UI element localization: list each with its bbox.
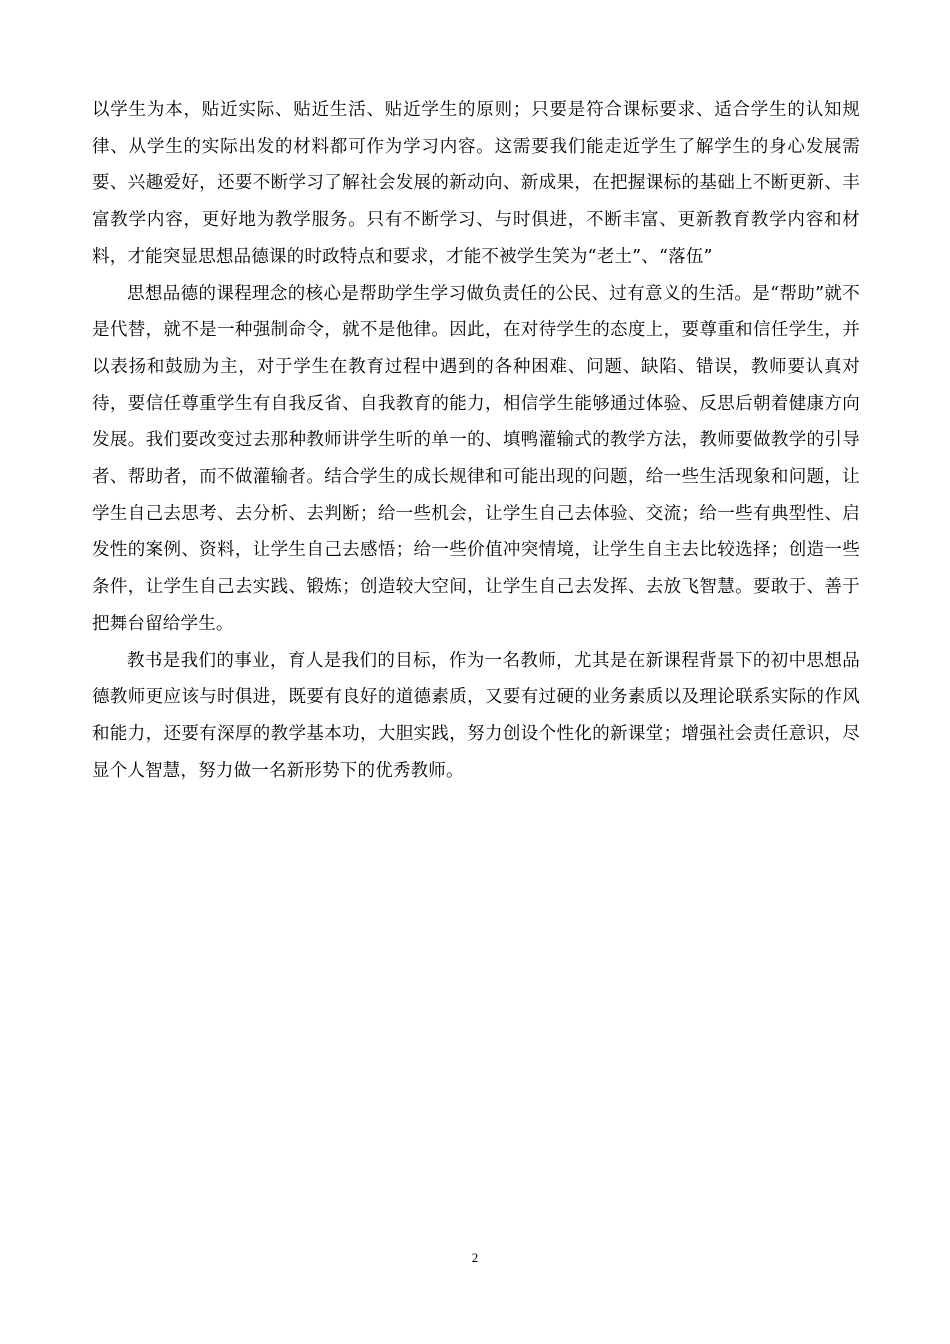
paragraph-3: 教书是我们的事业，育人是我们的目标，作为一名教师，尤其是在新课程背景下的初中思想品德教师更应该与时俱进，既要有良好的道德素质，又要有过硬的业务素质以及理论联系实际的作风和能力，还要有深厚的教学基本功，大胆实践，努力创设个性化的新课堂；增强社会责任意识，尽显个人智慧，努力做一名新形势下的优秀教师。 bbox=[92, 650, 860, 781]
page-number: 2 bbox=[471, 1250, 479, 1265]
document-body bbox=[92, 92, 860, 789]
paragraph-2: 思想品德的课程理念的核心是帮助学生学习做负责任的公民、过有意义的生活。是“帮助”就不是代替，就不是一种强制命令，就不是他律。因此，在对待学生的态度上，要尊重和信任学生，并以表扬和鼓励为主，对于学生在教育过程中遇到的各种困难、问题、缺陷、错误，教师要认真对待，要信任尊重学生有自我反省、自我教育的能力，相信学生能够通过体验、反思后朝着健康方向发展。我们要改变过去那种教师讲学生听的单一的、填鸭灌输式的教学方法，教师要做教学的引导者、帮助者，而不做灌输者。结合学生的成长规律和可能出现的问题，给一些生活现象和问题，让学生自己去思考、去分析、去判断；给一些机会，让学生自己去体验、交流；给一些有典型性、启发性的案例、资料，让学生自己去感悟；给一些价值冲突情境，让学生自主去比较选择；创造一些条件，让学生自己去实践、锻炼；创造较大空间，让学生自己去发挥、去放飞智慧。要敢于、善于把舞台留给学生。 bbox=[92, 283, 860, 634]
paragraph-1: 以学生为本，贴近实际、贴近生活、贴近学生的原则；只要是符合课标要求、适合学生的认知规律、从学生的实际出发的材料都可作为学习内容。这需要我们能走近学生了解学生的身心发展需要、兴趣爱好，还要不断学习了解社会发展的新动向、新成果，在把握课标的基础上不断更新、丰富教学内容，更好地为教学服务。只有不断学习、与时俱进，不断丰富、更新教育教学内容和材料，才能突显思想品德课的时政特点和要求，才能不被学生笑为“老土”、“落伍” bbox=[92, 100, 860, 267]
